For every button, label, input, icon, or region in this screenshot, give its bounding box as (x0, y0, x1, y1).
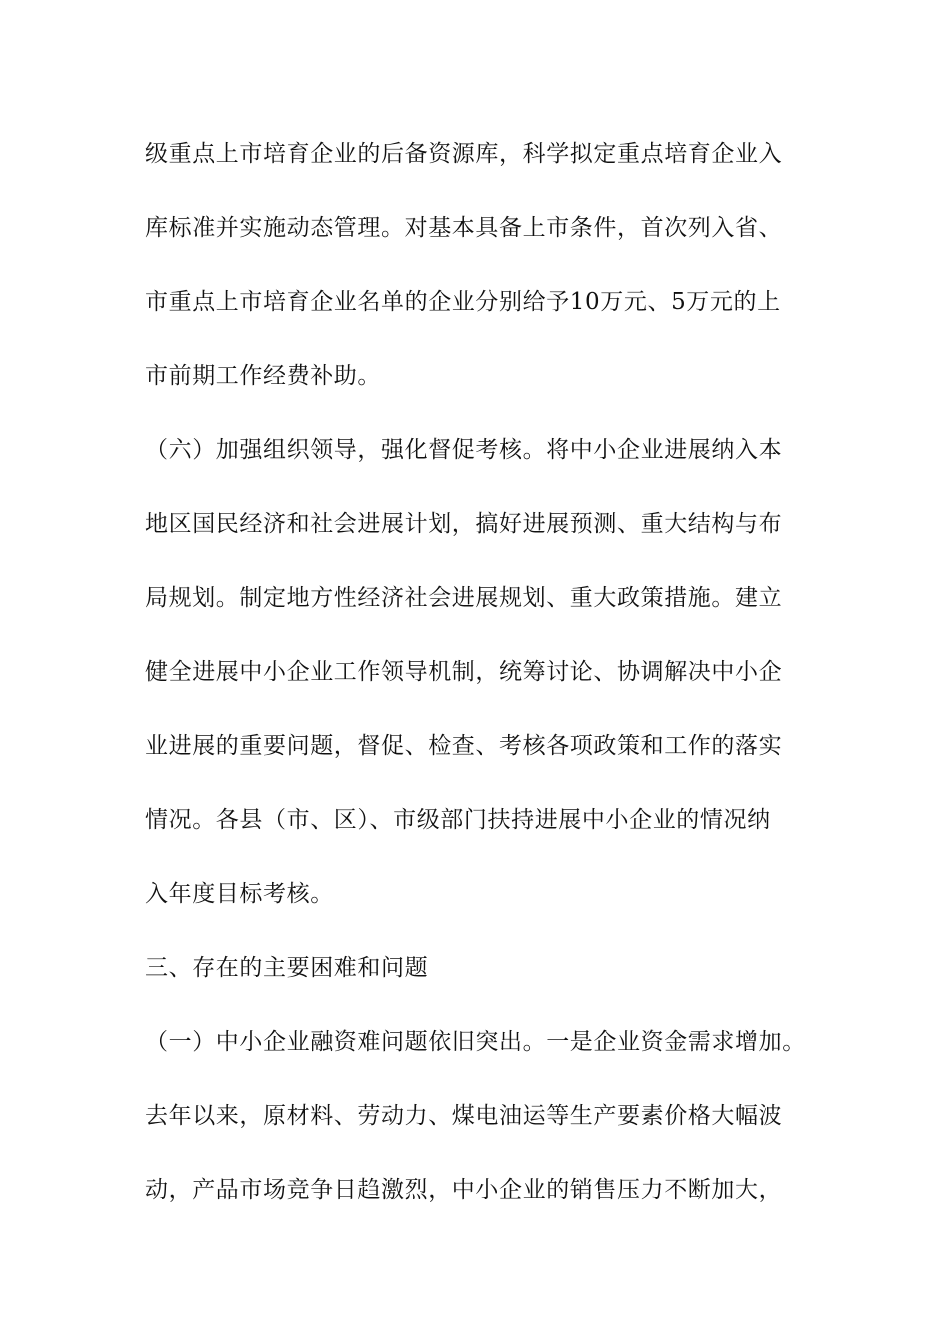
text-line: 市重点上市培育企业名单的企业分别给予10万元、5万元的上 (145, 289, 781, 315)
section-heading: （一）中小企业融资难问题依旧突出。一是企业资金需求增加。 (145, 1029, 806, 1055)
text-line: 业进展的重要问题，督促、检查、考核各项政策和工作的落实 (145, 733, 783, 759)
text-line: 地区国民经济和社会进展计划，搞好进展预测、重大结构与布 (145, 511, 783, 537)
text-line: 级重点上市培育企业的后备资源库，科学拟定重点培育企业入 (145, 141, 783, 167)
text-line: 库标准并实施动态管理。对基本具备上市条件，首次列入省、 (145, 215, 783, 241)
text-line: 健全进展中小企业工作领导机制，统筹讨论、协调解决中小企 (145, 659, 783, 685)
text-line: 入年度目标考核。 (145, 881, 334, 907)
section-heading: （六）加强组织领导，强化督促考核。将中小企业进展纳入本 (145, 437, 783, 463)
text-line: 去年以来，原材料、劳动力、煤电油运等生产要素价格大幅波 (145, 1103, 783, 1129)
text-line: 情况。各县（市、区）、市级部门扶持进展中小企业的情况纳 (145, 807, 771, 833)
text-line: 市前期工作经费补助。 (145, 363, 381, 389)
text-line: 局规划。制定地方性经济社会进展规划、重大政策措施。建立 (145, 585, 783, 611)
chapter-heading: 三、存在的主要困难和问题 (145, 955, 429, 981)
text-line: 动，产品市场竞争日趋激烈，中小企业的销售压力不断加大， (145, 1177, 783, 1203)
